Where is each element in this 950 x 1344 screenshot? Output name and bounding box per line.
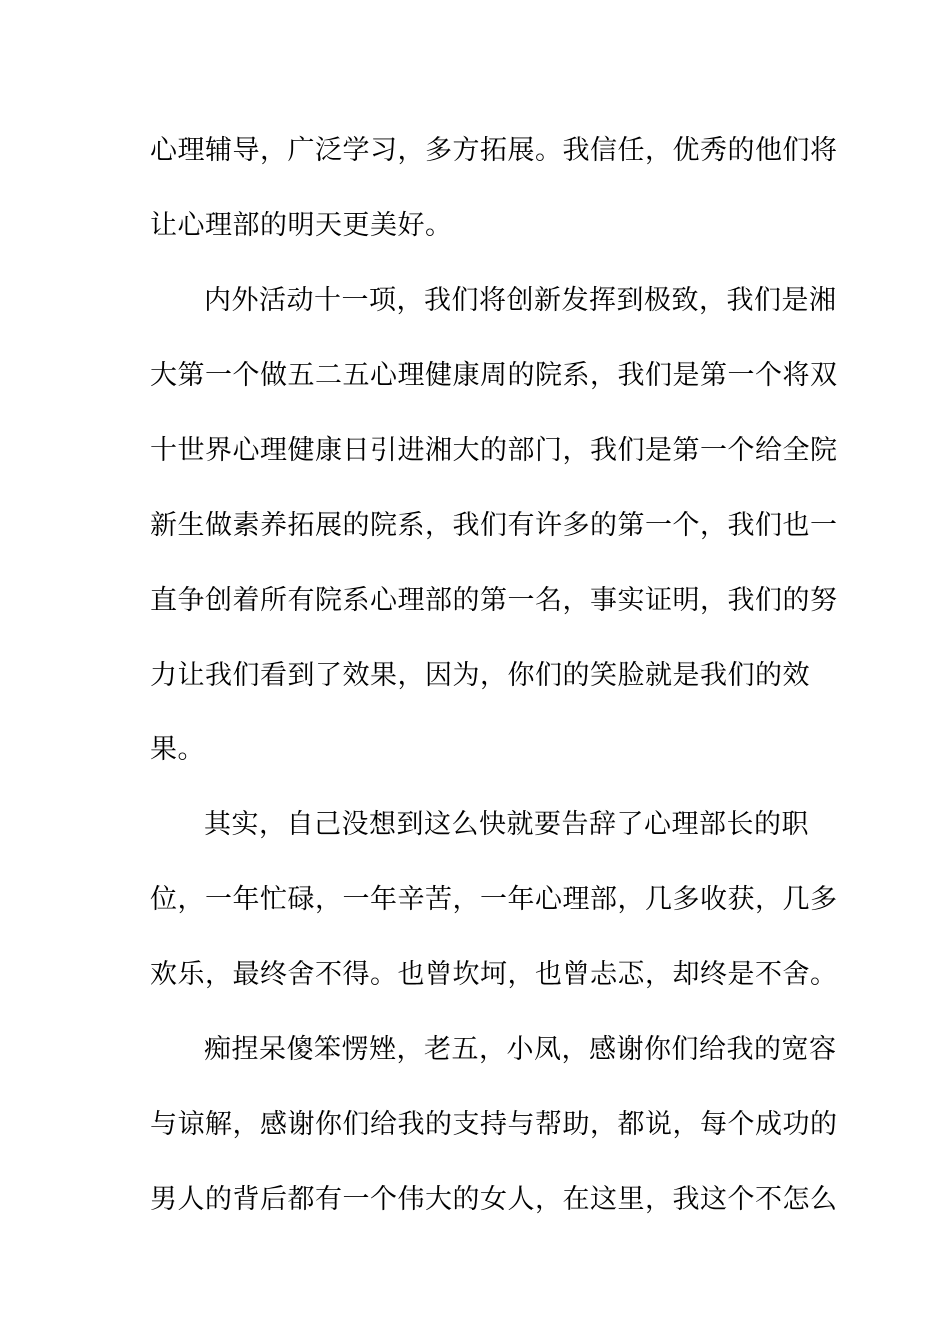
text-line: 让心理部的明天更美好。 <box>150 210 453 241</box>
text-line: 大第一个做五二五心理健康周的院系，我们是第一个将双 <box>150 360 838 391</box>
text-line: 与谅解，感谢你们给我的支持与帮助，都说，每个成功的 <box>150 1109 838 1140</box>
text-line: 十世界心理健康日引进湘大的部门，我们是第一个给全院 <box>150 435 838 466</box>
paragraph-start-line: 内外活动十一项，我们将创新发挥到极致，我们是湘 <box>204 285 837 316</box>
text-line: 心理辅导，广泛学习，多方拓展。我信任，优秀的他们将 <box>150 135 838 166</box>
paragraph-start-line: 其实，自己没想到这么快就要告辞了心理部长的职 <box>204 809 809 840</box>
text-line: 男人的背后都有一个伟大的女人，在这里，我这个不怎么 <box>150 1184 838 1215</box>
paragraph-start-line: 痴捏呆傻笨愣矬，老五，小凤，感谢你们给我的宽容 <box>204 1034 837 1065</box>
text-line: 果。 <box>150 734 205 765</box>
text-line: 位，一年忙碌，一年辛苦，一年心理部，几多收获，几多 <box>150 884 838 915</box>
text-line: 直争创着所有院系心理部的第一名，事实证明，我们的努 <box>150 585 838 616</box>
text-line: 力让我们看到了效果，因为，你们的笑脸就是我们的效 <box>150 660 810 691</box>
text-line: 新生做素养拓展的院系，我们有许多的第一个，我们也一 <box>150 510 838 541</box>
text-line: 欢乐，最终舍不得。也曾坎坷，也曾忐忑，却终是不舍。 <box>150 959 838 990</box>
